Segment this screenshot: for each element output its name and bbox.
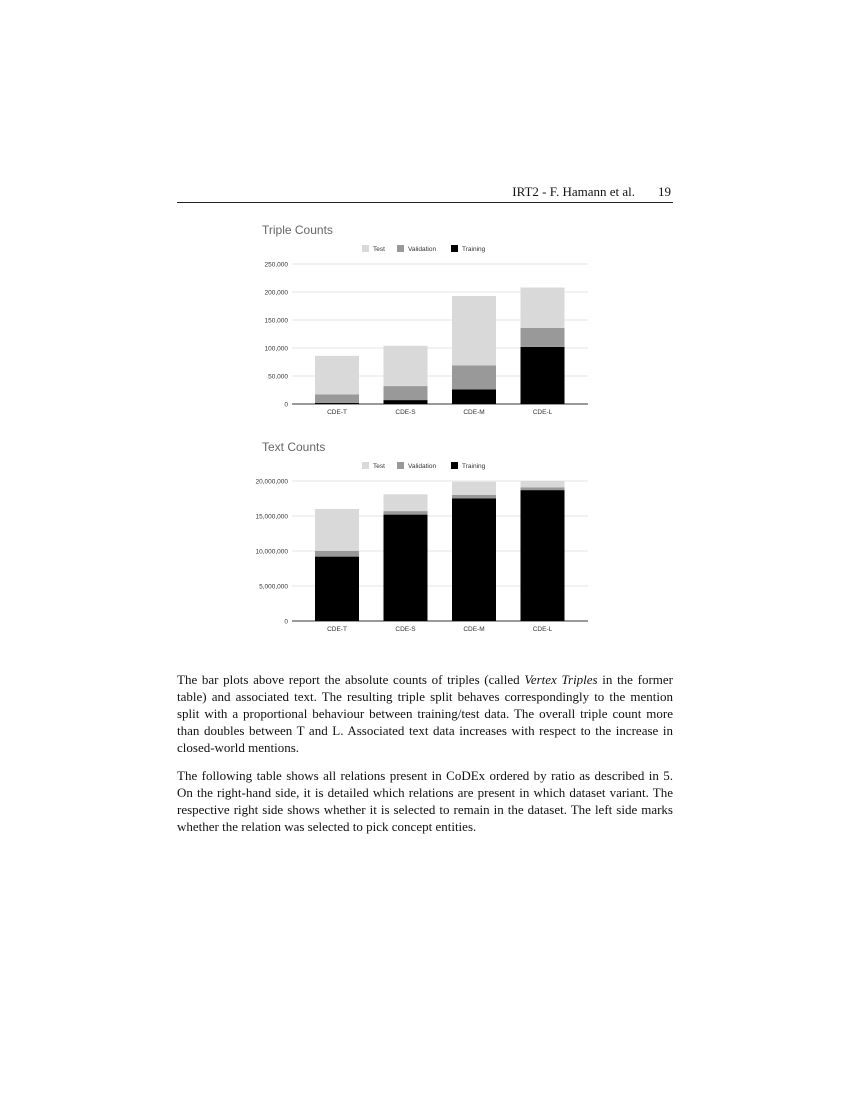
legend-swatch-test (362, 462, 369, 469)
y-tick-label: 100,000 (264, 345, 288, 353)
bar-test-cde-s (384, 494, 428, 511)
bar-test-cde-m (452, 482, 496, 495)
y-tick-label: 0 (284, 618, 288, 626)
x-tick-label: CDE-L (532, 409, 553, 416)
paragraph-relations-table: The following table shows all relations present in CoDEx ordered by ratio as described in 5. On the right-hand side, it is detailed which relations are present in which dataset variant. The respective right side shows whether it is selected to remain in the dataset. The left side marks whether the relation was selected to pick concept entities. (177, 768, 673, 834)
x-tick-label: CDE-T (327, 409, 347, 416)
bar-training-cde-s (384, 400, 428, 404)
bar-training-cde-s (384, 515, 428, 621)
bar-validation-cde-t (315, 394, 359, 402)
bar-validation-cde-t (315, 551, 359, 557)
y-tick-label: 50,000 (268, 373, 288, 381)
bar-test-cde-m (452, 296, 496, 365)
emphasis-vertex-triples: Vertex Triples (524, 672, 598, 687)
x-tick-label: CDE-M (463, 409, 485, 416)
bar-training-cde-t (315, 403, 359, 404)
bar-validation-cde-m (452, 365, 496, 389)
chart-legend (362, 462, 486, 470)
text-counts-chart (0, 432, 850, 657)
bar-validation-cde-s (384, 511, 428, 514)
legend-label-validation: Validation (408, 246, 437, 253)
y-tick-label: 200,000 (264, 289, 288, 297)
chart-title: Text Counts (262, 440, 326, 454)
paragraph-text: The bar plots above report the absolute counts of triples (called (177, 672, 525, 687)
header-title: IRT2 - F. Hamann et al. (512, 184, 635, 199)
paragraph-text: in the former table) and associated text. The resulting triple split behaves correspondingly to the mention split with a proportional behaviour between training/test data. The overall triple count more than doubles between T and L. Associated text data increases with respect to the increase in closed-world mentions. (177, 672, 673, 755)
bar-validation-cde-l (521, 487, 565, 490)
y-tick-label: 15,000,000 (255, 513, 288, 521)
y-tick-label: 20,000,000 (255, 478, 288, 486)
y-tick-label: 250,000 (264, 261, 288, 269)
bar-training-cde-t (315, 557, 359, 621)
chart-title: Triple Counts (262, 223, 333, 237)
x-tick-label: CDE-S (395, 626, 416, 633)
page-number: 19 (658, 184, 671, 199)
y-tick-label: 10,000,000 (255, 548, 288, 556)
bar-validation-cde-m (452, 495, 496, 499)
legend-label-test: Test (373, 463, 385, 470)
bar-training-cde-m (452, 499, 496, 622)
bar-training-cde-l (521, 347, 565, 404)
bar-test-cde-l (521, 481, 565, 487)
bar-test-cde-t (315, 509, 359, 551)
x-tick-label: CDE-S (395, 409, 416, 416)
bar-test-cde-t (315, 356, 359, 395)
bar-training-cde-m (452, 389, 496, 404)
y-tick-label: 0 (284, 401, 288, 409)
y-tick-label: 150,000 (264, 317, 288, 325)
legend-swatch-training (451, 462, 458, 469)
legend-label-validation: Validation (408, 463, 437, 470)
legend-swatch-training (451, 245, 458, 252)
running-header (177, 184, 673, 203)
legend-label-training: Training (462, 246, 486, 253)
legend-label-test: Test (373, 246, 385, 253)
bar-test-cde-s (384, 346, 428, 386)
x-tick-label: CDE-T (327, 626, 347, 633)
x-tick-label: CDE-L (532, 626, 553, 633)
bar-training-cde-l (521, 490, 565, 621)
legend-swatch-validation (397, 462, 404, 469)
triple-counts-chart (0, 215, 850, 440)
x-tick-label: CDE-M (463, 626, 485, 633)
paragraph-bar-plots (177, 671, 673, 756)
legend-swatch-test (362, 245, 369, 252)
chart-legend (362, 245, 486, 253)
legend-label-training: Training (462, 463, 486, 470)
y-tick-label: 5,000,000 (259, 583, 288, 591)
bar-validation-cde-s (384, 386, 428, 400)
legend-swatch-validation (397, 245, 404, 252)
bar-test-cde-l (521, 288, 565, 328)
bar-validation-cde-l (521, 328, 565, 347)
